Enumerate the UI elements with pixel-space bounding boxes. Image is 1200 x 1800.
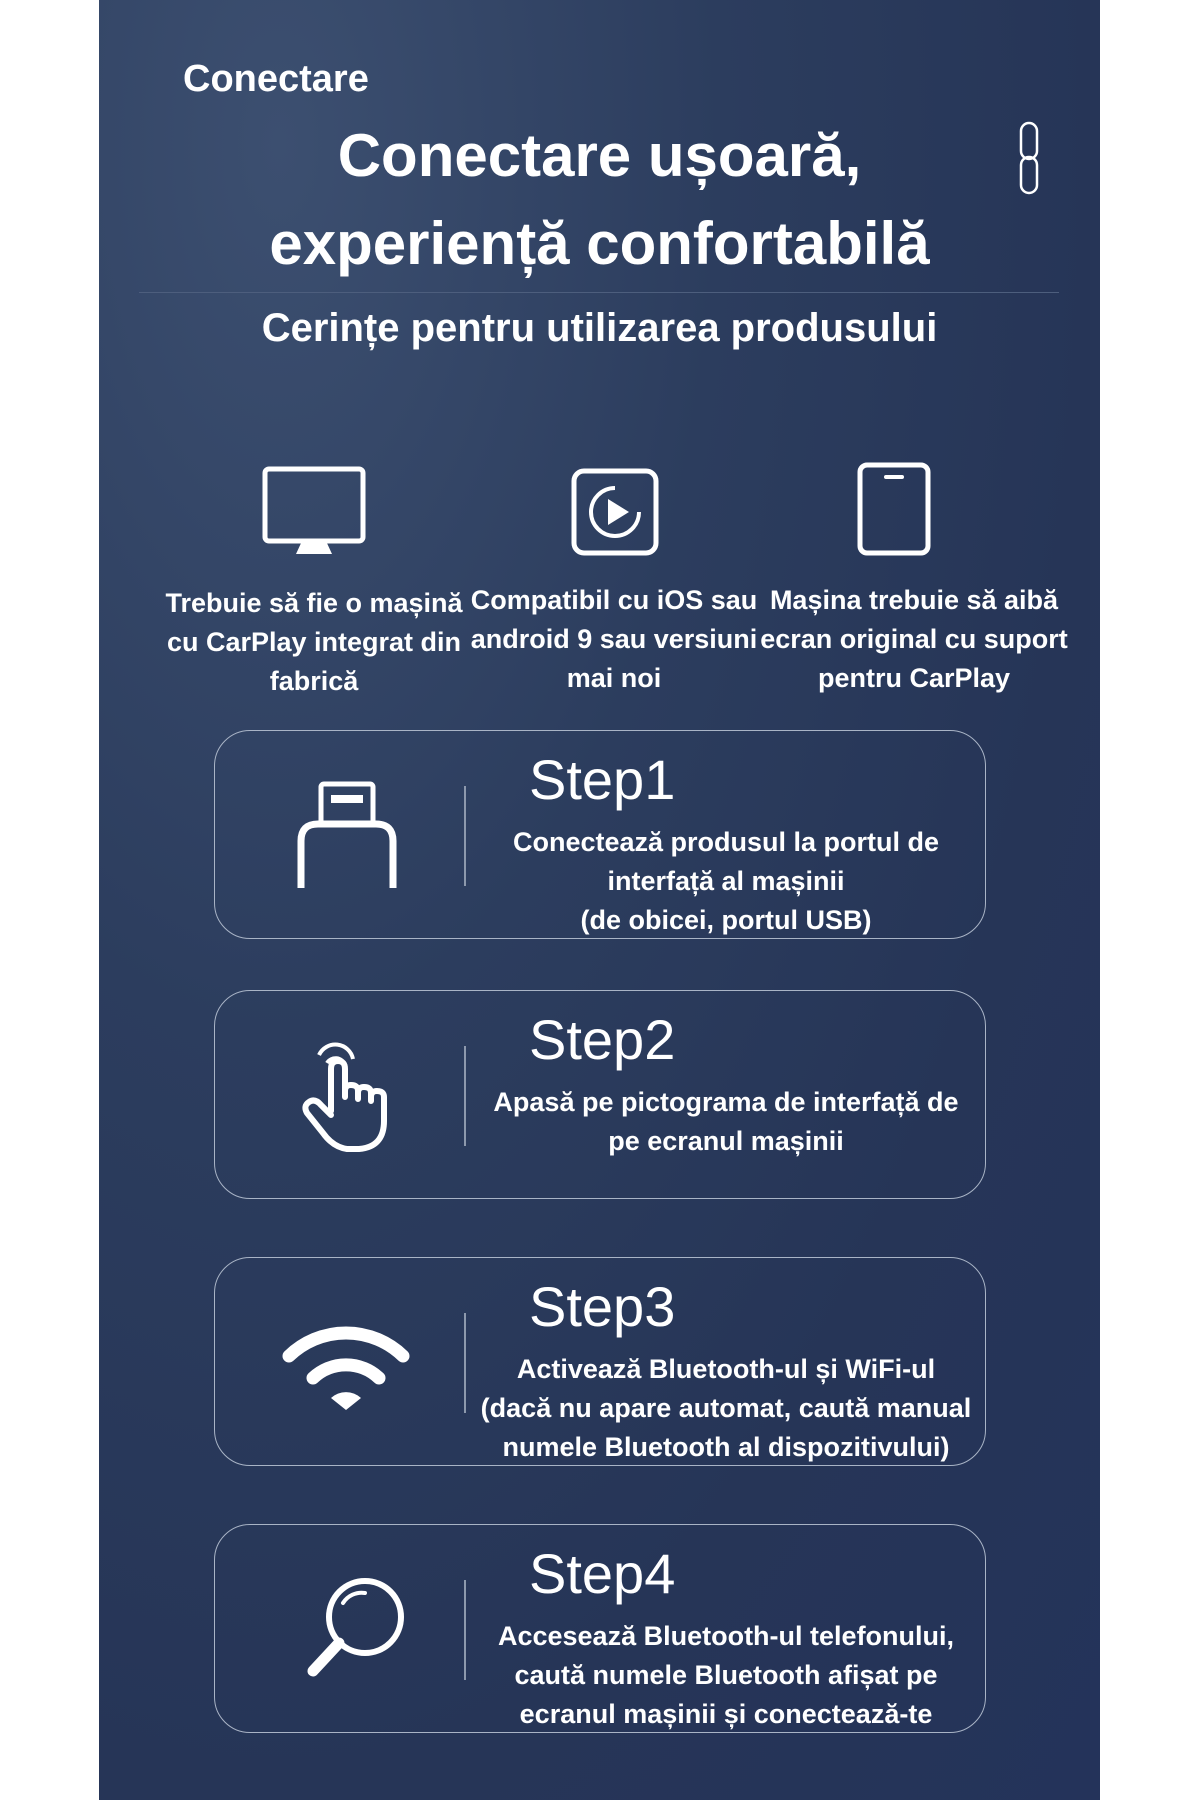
tap-hand-icon bbox=[293, 1035, 403, 1155]
step-title: Step2 bbox=[529, 1008, 676, 1071]
headline-line-2: experiență confortabilă bbox=[269, 210, 930, 277]
section-label: Conectare bbox=[183, 58, 369, 100]
step-description bbox=[465, 1083, 987, 1161]
step-desc-line: Apasă pe pictograma de interfață de bbox=[493, 1087, 959, 1117]
step-description bbox=[465, 823, 987, 940]
step-card-4 bbox=[214, 1524, 986, 1733]
header-divider bbox=[139, 292, 1059, 293]
step-desc-line: pe ecranul mașinii bbox=[608, 1126, 844, 1156]
search-icon bbox=[303, 1573, 413, 1683]
tablet-icon bbox=[857, 462, 931, 556]
step-card-1 bbox=[214, 730, 986, 939]
wifi-icon bbox=[281, 1314, 411, 1414]
requirement-text-carplay: Trebuie să fie o mașină cu CarPlay integrat din fabrică bbox=[165, 588, 463, 696]
step-desc-line: Accesează Bluetooth-ul telefonului, bbox=[497, 1621, 955, 1651]
step-card-3 bbox=[214, 1257, 986, 1466]
link-icon bbox=[1014, 120, 1044, 196]
display-icon bbox=[262, 466, 366, 560]
step-desc-line: Activează Bluetooth-ul și WiFi-ul bbox=[516, 1354, 936, 1384]
step-desc-line: ecranul mașinii și conectează-te bbox=[519, 1699, 933, 1729]
step-title: Step1 bbox=[529, 748, 676, 811]
usb-dongle-icon bbox=[295, 781, 399, 891]
requirement-text-compatibility: Compatibil cu iOS sau android 9 sau versiuni mai noi bbox=[470, 585, 758, 693]
step-desc-line: caută numele Bluetooth afișat pe bbox=[514, 1660, 938, 1690]
step-title: Step4 bbox=[529, 1542, 676, 1605]
step-description bbox=[465, 1617, 987, 1734]
step-desc-line: interfață al mașinii bbox=[607, 866, 845, 896]
step-desc-line: Conectează produsul la portul de bbox=[512, 827, 940, 857]
connection-guide-panel bbox=[99, 0, 1100, 1800]
step-description bbox=[465, 1350, 987, 1467]
step-title: Step3 bbox=[529, 1275, 676, 1338]
step-desc-line: numele Bluetooth al dispozitivului) bbox=[502, 1432, 950, 1462]
requirement-text-screen: Mașina trebuie să aibă ecran original cu suport pentru CarPlay bbox=[760, 585, 1068, 693]
headline-line-1: Conectare ușoară, bbox=[337, 122, 862, 189]
requirements-title: Cerințe pentru utilizarea produsului bbox=[261, 306, 938, 350]
step-card-2 bbox=[214, 990, 986, 1199]
play-icon bbox=[571, 468, 659, 556]
step-desc-line: (de obicei, portul USB) bbox=[580, 905, 872, 935]
step-desc-line: (dacă nu apare automat, caută manual bbox=[480, 1393, 972, 1423]
